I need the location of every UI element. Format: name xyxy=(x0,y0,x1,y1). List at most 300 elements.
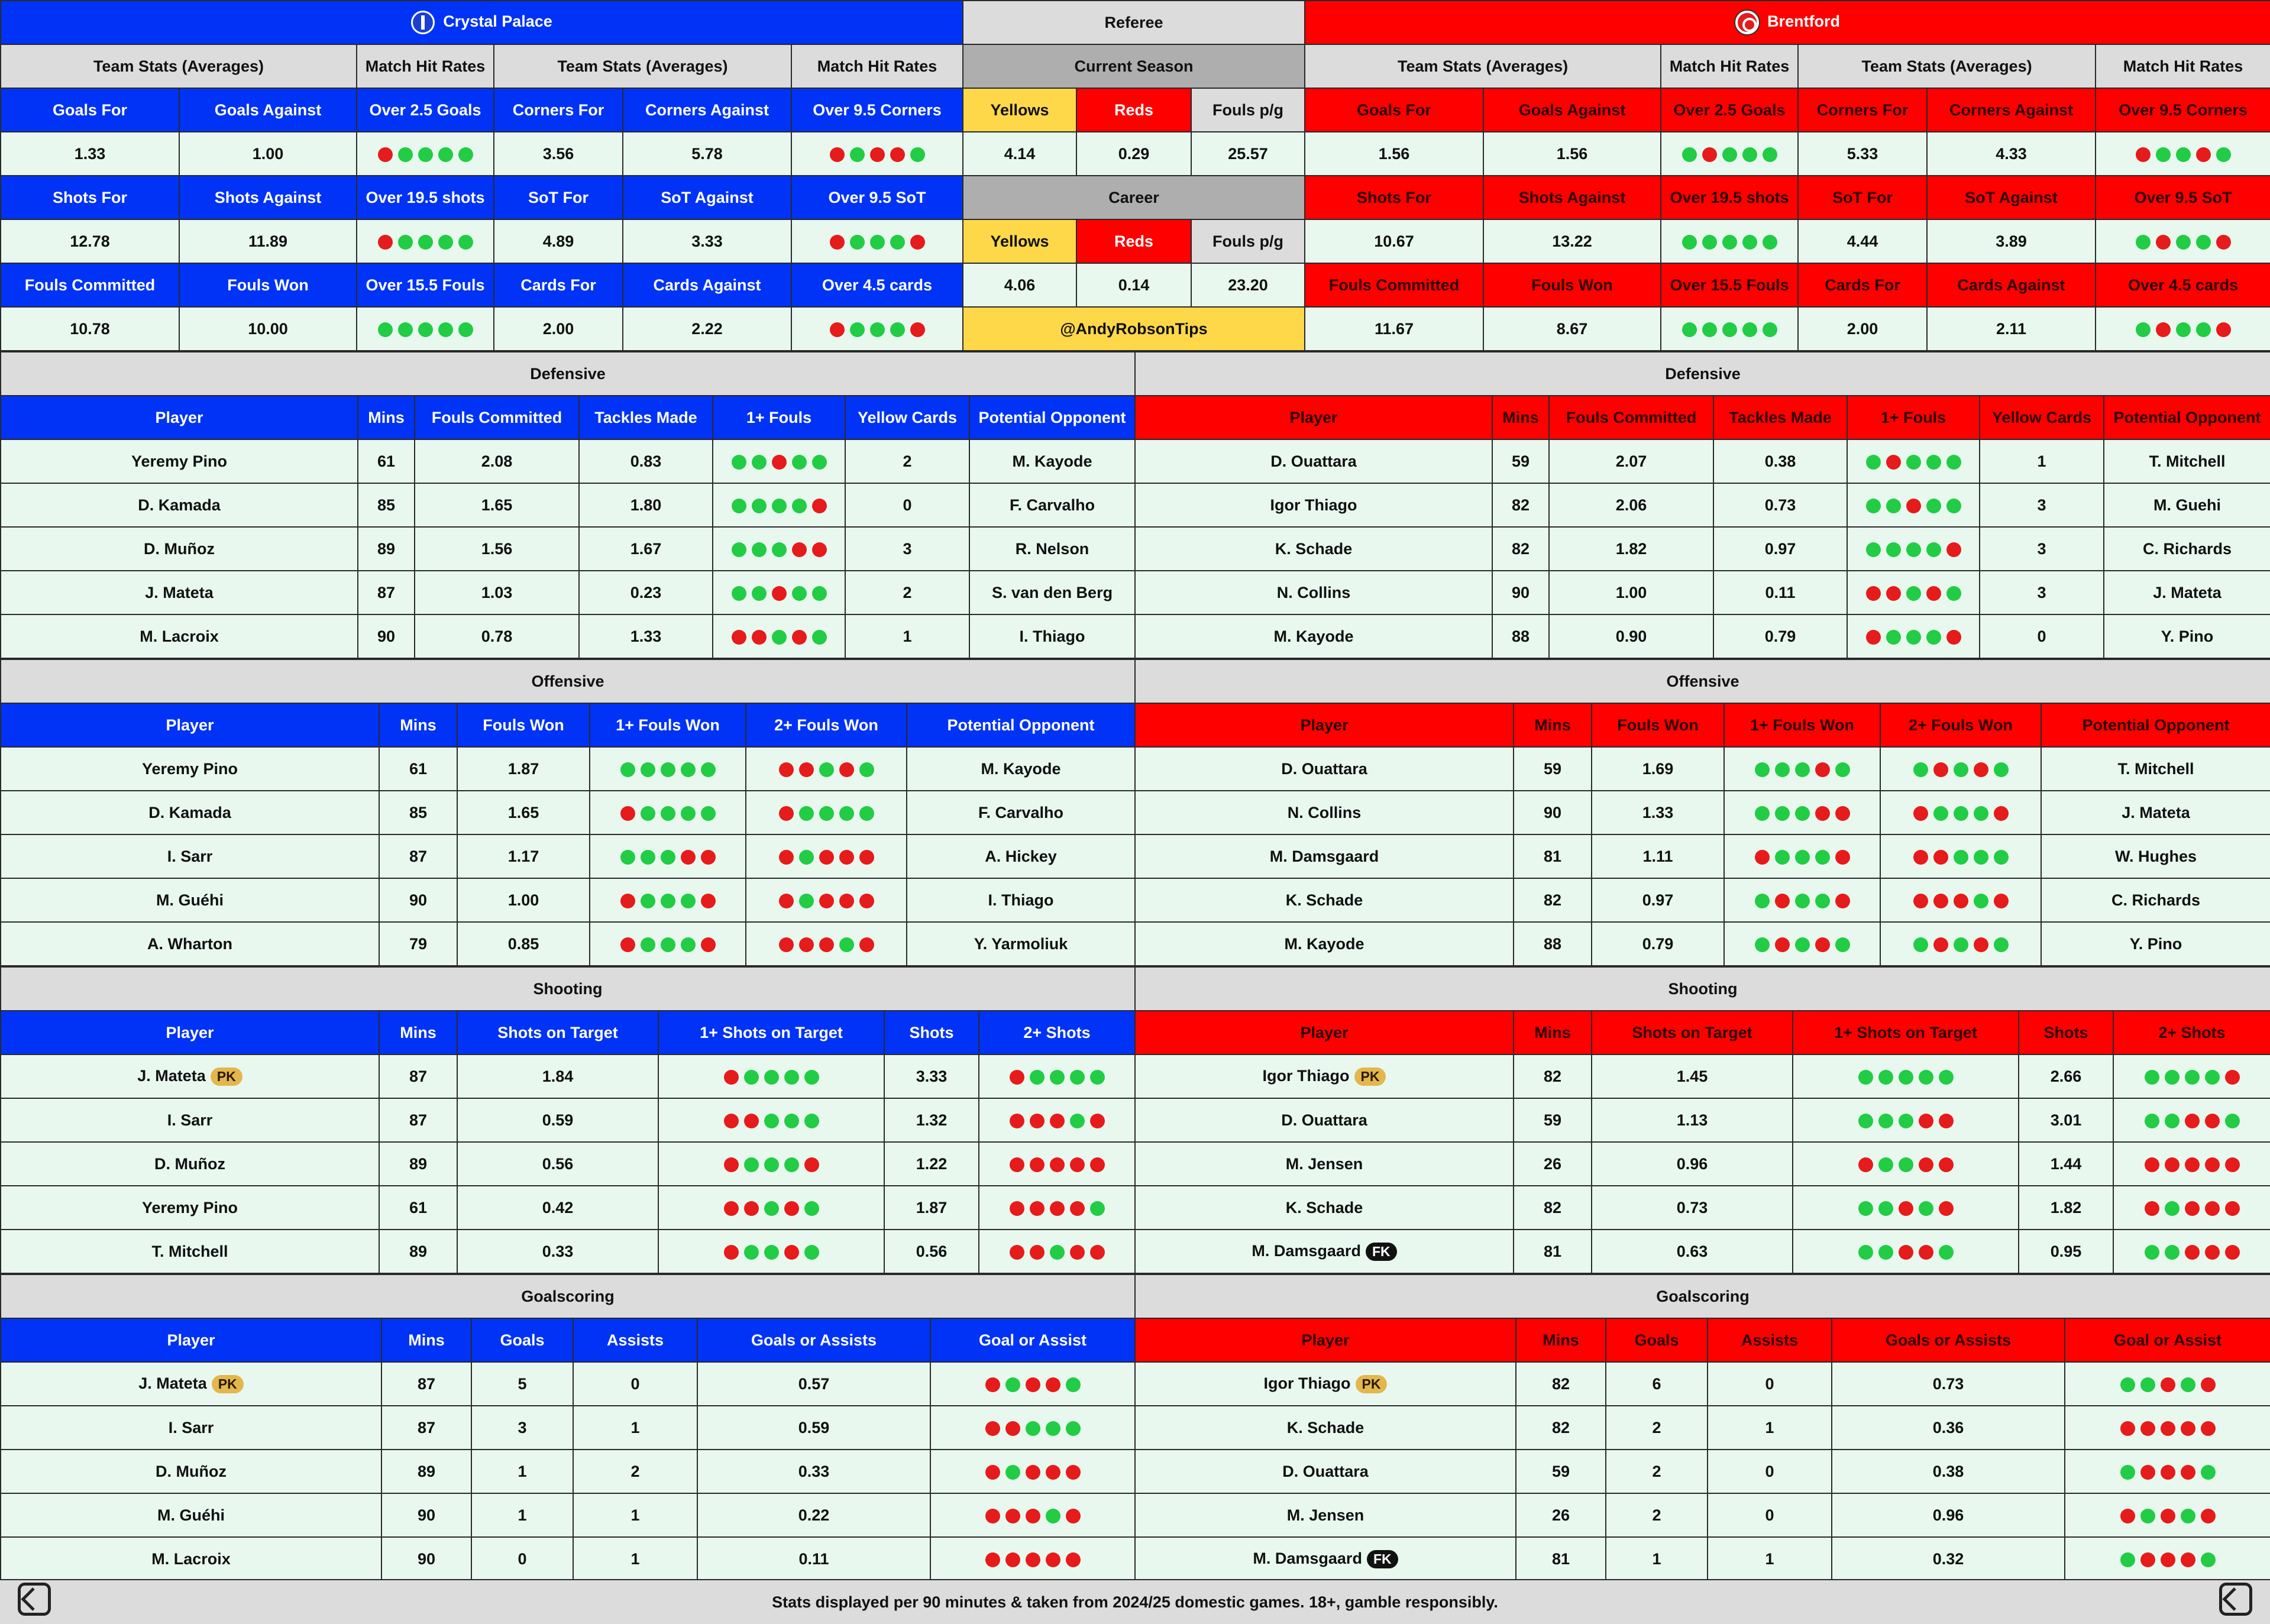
hit-dot xyxy=(812,455,827,470)
column-header: Fouls Committed xyxy=(1549,396,1713,439)
stat-value: 2 xyxy=(1606,1406,1708,1450)
hit-dot xyxy=(1954,937,1968,952)
miss-dot xyxy=(1899,1201,1913,1216)
hit-dot xyxy=(1763,235,1777,250)
stat-value: C. Richards xyxy=(2104,527,2270,571)
hit-dot xyxy=(1994,937,2009,952)
hit-dot xyxy=(1858,1114,1873,1128)
home-stat-value: 10.78 xyxy=(1,307,179,351)
stat-value: 0.36 xyxy=(1832,1406,2065,1450)
stat-value: 82 xyxy=(1516,1362,1606,1406)
stat-value xyxy=(2113,1230,2270,1273)
miss-dot xyxy=(2205,1201,2220,1216)
stat-label: Goals Against xyxy=(1483,88,1661,132)
miss-dot xyxy=(1933,762,1948,777)
miss-dot xyxy=(839,894,854,908)
hit-dot xyxy=(641,762,655,777)
miss-dot xyxy=(2205,1114,2220,1128)
hit-dot xyxy=(812,630,827,645)
hit-rate-dots xyxy=(1913,850,2009,865)
hit-dot xyxy=(1755,937,1770,952)
hit-rate-dots xyxy=(1858,1245,1954,1260)
stat-value: 6 xyxy=(1606,1362,1708,1406)
miss-dot xyxy=(701,850,716,865)
hit-dot xyxy=(839,806,854,821)
stat-value: 1 xyxy=(1708,1537,1832,1581)
player-name-cell xyxy=(1135,1098,1514,1142)
stat-label: Over 15.5 Fouls xyxy=(357,263,494,307)
hit-dot xyxy=(458,147,473,162)
miss-dot xyxy=(859,937,874,952)
stat-value: 2 xyxy=(1606,1450,1708,1493)
miss-dot xyxy=(2156,322,2171,337)
player-name-cell xyxy=(1,1537,381,1581)
miss-dot xyxy=(620,937,635,952)
miss-dot xyxy=(985,1377,1000,1392)
stat-value: 88 xyxy=(1492,614,1549,658)
stat-value xyxy=(658,1142,884,1186)
stat-label: Shots For xyxy=(1,176,179,219)
hit-dot xyxy=(2120,1377,2135,1392)
player-name: D. Kamada xyxy=(138,496,221,514)
player-name-cell xyxy=(1,878,379,922)
hit-dot xyxy=(2165,1070,2180,1085)
player-name-cell xyxy=(1,1450,381,1493)
career-label: Career xyxy=(963,176,1305,219)
miss-dot xyxy=(2181,1421,2195,1436)
stat-value: 59 xyxy=(1516,1450,1606,1493)
hit-rate-dots xyxy=(985,1552,1081,1567)
hit-dot xyxy=(764,1245,779,1260)
hit-rate-dots xyxy=(1866,499,1961,513)
stat-value: 82 xyxy=(1514,1054,1592,1098)
home-stat-value xyxy=(791,219,963,263)
away-stat-value: 2.11 xyxy=(1927,307,2096,351)
stat-value xyxy=(590,878,746,922)
column-header: Fouls Won xyxy=(457,703,590,747)
table-row xyxy=(1135,1142,2270,1186)
hit-dot xyxy=(1954,806,1968,821)
hit-dot xyxy=(732,586,746,601)
column-header: Player xyxy=(1135,1318,1516,1362)
hit-rate-dots xyxy=(2145,1201,2240,1216)
stat-value: 1.69 xyxy=(1592,747,1724,791)
hit-dot xyxy=(1815,850,1830,865)
hit-dot xyxy=(772,542,787,557)
miss-dot xyxy=(1066,1509,1081,1523)
home-offensive-table xyxy=(0,659,1136,966)
hit-dot xyxy=(1899,1114,1913,1128)
stat-value: 2.06 xyxy=(1549,483,1713,527)
hit-dot xyxy=(2205,1070,2220,1085)
hit-rate-dots xyxy=(1866,455,1961,470)
miss-dot xyxy=(2201,1509,2216,1523)
column-header: Mins xyxy=(379,703,457,747)
miss-dot xyxy=(724,1201,739,1216)
column-header: Mins xyxy=(358,396,415,439)
stat-value xyxy=(713,527,845,571)
hit-dot xyxy=(1919,1070,1933,1085)
hit-dot xyxy=(744,1070,759,1085)
player-name: M. Damsgaard xyxy=(1253,1549,1362,1567)
player-name: D. Ouattara xyxy=(1270,452,1357,470)
player-name-cell xyxy=(1135,1054,1514,1098)
stat-value xyxy=(1880,791,2041,834)
miss-dot xyxy=(1974,762,1988,777)
miss-dot xyxy=(2145,1201,2159,1216)
stat-value: 0.73 xyxy=(1832,1362,2065,1406)
hit-dot xyxy=(641,894,655,908)
miss-dot xyxy=(1070,1201,1085,1216)
stat-value: 0.83 xyxy=(579,439,713,483)
stat-label: Over 2.5 Goals xyxy=(1661,88,1798,132)
hit-dot xyxy=(620,850,635,865)
stat-value xyxy=(1724,922,1880,966)
away-stat-value xyxy=(1661,307,1798,351)
stat-value xyxy=(658,1230,884,1273)
stat-label: Corners For xyxy=(494,88,623,132)
column-header: 2+ Fouls Won xyxy=(1880,703,2041,747)
table-row xyxy=(1,483,1135,527)
player-name-cell xyxy=(1135,1537,1516,1581)
column-header: Mins xyxy=(1492,396,1549,439)
stat-value: 87 xyxy=(358,571,415,614)
hit-dot xyxy=(1886,542,1901,557)
hit-rate-dots xyxy=(1866,542,1961,557)
stat-value xyxy=(2113,1054,2270,1098)
miss-dot xyxy=(799,762,814,777)
away-stat-value: 4.33 xyxy=(1927,132,2096,176)
home-defensive-table xyxy=(0,351,1136,659)
stat-value: 89 xyxy=(379,1142,457,1186)
stat-value: I. Thiago xyxy=(969,614,1135,658)
table-row xyxy=(1135,1186,2270,1230)
away-shooting-table xyxy=(1134,966,2270,1274)
stat-value: 61 xyxy=(358,439,415,483)
player-name-cell xyxy=(1135,1142,1514,1186)
home-stat-value: 11.89 xyxy=(179,219,357,263)
hit-dot xyxy=(1742,322,1757,337)
miss-dot xyxy=(724,1114,739,1128)
hit-dot xyxy=(890,235,905,250)
hit-dot xyxy=(681,806,696,821)
stat-value: 2 xyxy=(1606,1493,1708,1537)
stat-label: Fouls Won xyxy=(179,263,357,307)
miss-dot xyxy=(1066,1552,1081,1567)
miss-dot xyxy=(1815,806,1830,821)
column-header: Player xyxy=(1135,703,1514,747)
table-row xyxy=(1135,1362,2270,1406)
miss-dot xyxy=(792,542,807,557)
hit-rate-dots xyxy=(1682,235,1777,250)
miss-dot xyxy=(779,762,794,777)
stat-value xyxy=(1793,1098,2019,1142)
stat-value: 3.33 xyxy=(884,1054,979,1098)
hit-rate-dots xyxy=(2136,147,2231,162)
stat-value xyxy=(1724,878,1880,922)
hit-rate-dots xyxy=(779,762,874,777)
stat-value: 90 xyxy=(1492,571,1549,614)
player-name-cell xyxy=(1135,527,1492,571)
miss-dot xyxy=(1919,1245,1933,1260)
column-header: 1+ Shots on Target xyxy=(1793,1011,2019,1054)
miss-dot xyxy=(1886,455,1901,470)
ref-current-value: 4.14 xyxy=(963,132,1076,176)
miss-dot xyxy=(732,630,746,645)
hit-dot xyxy=(1878,1245,1893,1260)
home-team-name: Crystal Palace xyxy=(443,12,552,31)
player-name-cell xyxy=(1135,878,1514,922)
stat-value: 0.73 xyxy=(1592,1186,1793,1230)
player-name: D. Muñoz xyxy=(154,1154,225,1173)
stat-value: 0 xyxy=(1708,1362,1832,1406)
stat-value: 0.33 xyxy=(457,1230,658,1273)
stat-value: 0.63 xyxy=(1592,1230,1793,1273)
miss-dot xyxy=(859,850,874,865)
stat-value: 61 xyxy=(379,747,457,791)
away-stat-value: 2.00 xyxy=(1798,307,1927,351)
hit-dot xyxy=(1954,762,1968,777)
hit-rate-dots xyxy=(830,147,925,162)
player-name-cell xyxy=(1,1186,379,1230)
player-name-cell xyxy=(1,1054,379,1098)
stat-value: 90 xyxy=(381,1493,471,1537)
column-header: Goals or Assists xyxy=(1832,1318,2065,1362)
hit-dot xyxy=(812,586,827,601)
home-stat-value: 10.00 xyxy=(179,307,357,351)
stat-value: 90 xyxy=(381,1537,471,1581)
column-header: Mins xyxy=(1514,703,1592,747)
hit-dot xyxy=(641,937,655,952)
player-name-cell xyxy=(1135,1230,1514,1273)
miss-dot xyxy=(2145,1157,2159,1172)
miss-dot xyxy=(985,1552,1000,1567)
stat-value: 3.01 xyxy=(2019,1098,2113,1142)
hit-dot xyxy=(1913,937,1928,952)
column-header: Goal or Assist xyxy=(930,1318,1135,1362)
hit-dot xyxy=(1795,850,1810,865)
hit-dot xyxy=(732,455,746,470)
stat-value: 1.82 xyxy=(2019,1186,2113,1230)
table-row xyxy=(1135,1493,2270,1537)
away-stat-value: 10.67 xyxy=(1305,219,1483,263)
miss-dot xyxy=(2185,1114,2200,1128)
stat-value xyxy=(1847,439,1980,483)
hit-dot xyxy=(2181,1509,2195,1523)
hit-dot xyxy=(1755,806,1770,821)
hit-rate-dots xyxy=(985,1421,1081,1436)
hit-rate-dots xyxy=(620,937,716,952)
miss-dot xyxy=(2201,1377,2216,1392)
miss-dot xyxy=(1939,1201,1954,1216)
hit-rate-dots xyxy=(2120,1509,2216,1523)
miss-dot xyxy=(1026,1465,1040,1480)
stat-value: 1 xyxy=(573,1537,697,1581)
stat-value: J. Mateta xyxy=(2041,791,2270,834)
pk-taker-badge: PK xyxy=(1354,1067,1386,1086)
player-name: Yeremy Pino xyxy=(141,1198,238,1217)
hit-dot xyxy=(398,322,413,337)
miss-dot xyxy=(752,630,767,645)
stat-value: 0.22 xyxy=(697,1493,930,1537)
miss-dot xyxy=(1866,630,1881,645)
hit-dot xyxy=(661,850,675,865)
hit-dot xyxy=(2176,322,2191,337)
hit-dot xyxy=(850,235,865,250)
hit-dot xyxy=(641,850,655,865)
miss-dot xyxy=(890,147,905,162)
match-hit-rates-label: Match Hit Rates xyxy=(357,44,494,88)
stat-value xyxy=(658,1098,884,1142)
miss-dot xyxy=(2225,1070,2240,1085)
stat-value: 0.57 xyxy=(697,1362,930,1406)
player-name: Igor Thiago xyxy=(1270,496,1357,514)
miss-dot xyxy=(1046,1552,1060,1567)
column-header: 1+ Fouls Won xyxy=(1724,703,1880,747)
home-stat-value: 4.89 xyxy=(494,219,623,263)
stat-value: 82 xyxy=(1514,878,1592,922)
hit-rate-dots xyxy=(1858,1157,1954,1172)
hit-dot xyxy=(2120,1465,2135,1480)
hit-dot xyxy=(1954,850,1968,865)
hit-dot xyxy=(732,542,746,557)
stat-value: 0 xyxy=(1980,614,2104,658)
hit-dot xyxy=(1926,499,1941,513)
ref-current-value: 25.57 xyxy=(1191,132,1305,176)
stat-label: Goals Against xyxy=(179,88,357,132)
hit-dot xyxy=(792,586,807,601)
miss-dot xyxy=(701,894,716,908)
player-name-cell xyxy=(1135,439,1492,483)
hit-dot xyxy=(1906,455,1921,470)
hit-rate-dots xyxy=(620,894,716,908)
table-row xyxy=(1,527,1135,571)
player-name-cell xyxy=(1,791,379,834)
miss-dot xyxy=(2225,1201,2240,1216)
hit-dot xyxy=(744,1157,759,1172)
miss-dot xyxy=(2196,147,2211,162)
miss-dot xyxy=(2161,1421,2175,1436)
hit-dot xyxy=(1926,455,1941,470)
home-stat-value: 3.56 xyxy=(494,132,623,176)
player-name: D. Ouattara xyxy=(1281,1111,1367,1129)
miss-dot xyxy=(779,894,794,908)
miss-dot xyxy=(1775,894,1790,908)
miss-dot xyxy=(2161,1377,2175,1392)
miss-dot xyxy=(839,762,854,777)
miss-dot xyxy=(1010,1201,1024,1216)
stat-value xyxy=(658,1054,884,1098)
miss-dot xyxy=(1026,1377,1040,1392)
stat-value: 1 xyxy=(1606,1537,1708,1581)
stat-value: Y. Pino xyxy=(2041,922,2270,966)
player-name: M. Damsgaard xyxy=(1252,1241,1361,1260)
column-header: Potential Opponent xyxy=(907,703,1135,747)
table-row xyxy=(1135,527,2270,571)
hit-dot xyxy=(2145,1245,2159,1260)
hit-dot xyxy=(661,937,675,952)
hit-rate-dots xyxy=(2120,1552,2216,1567)
player-name-cell xyxy=(1135,747,1514,791)
stat-value: 1.11 xyxy=(1592,834,1724,878)
table-row xyxy=(1135,439,2270,483)
miss-dot xyxy=(1010,1114,1024,1128)
hit-dot xyxy=(681,762,696,777)
hit-dot xyxy=(2185,1070,2200,1085)
column-header: 1+ Fouls Won xyxy=(590,703,746,747)
stat-value xyxy=(1793,1186,2019,1230)
hit-dot xyxy=(910,147,925,162)
stat-value: 0.85 xyxy=(457,922,590,966)
miss-dot xyxy=(1954,894,1968,908)
away-stat-value xyxy=(2096,307,2270,351)
player-name-cell xyxy=(1135,922,1514,966)
stat-label: SoT For xyxy=(494,176,623,219)
team-stats-label: Team Stats (Averages) xyxy=(1798,44,2096,88)
hit-dot xyxy=(1682,147,1697,162)
hit-dot xyxy=(2181,1377,2195,1392)
hit-dot xyxy=(1946,586,1961,601)
player-name: M. Lacroix xyxy=(151,1549,231,1568)
hit-dot xyxy=(438,235,453,250)
table-row xyxy=(1,1098,1135,1142)
column-header: 1+ Fouls xyxy=(1847,396,1980,439)
stat-value: 0.32 xyxy=(1832,1537,2065,1581)
match-hit-rates-label: Match Hit Rates xyxy=(1661,44,1798,88)
player-name: T. Mitchell xyxy=(151,1242,228,1260)
miss-dot xyxy=(1030,1114,1045,1128)
table-row xyxy=(1,439,1135,483)
hit-dot xyxy=(1899,1157,1913,1172)
stat-value: 0.96 xyxy=(1832,1493,2065,1537)
hit-dot xyxy=(1795,806,1810,821)
away-stat-value: 1.56 xyxy=(1305,132,1483,176)
miss-dot xyxy=(812,499,827,513)
away-stat-value xyxy=(2096,132,2270,176)
stat-value xyxy=(1793,1230,2019,1273)
stat-value: 3 xyxy=(1980,571,2104,614)
stat-value: 0.78 xyxy=(415,614,579,658)
hit-rate-dots xyxy=(1913,894,2009,908)
hit-dot xyxy=(2140,1377,2155,1392)
column-header: Player xyxy=(1,1318,381,1362)
hit-rate-dots xyxy=(779,937,874,952)
stat-value xyxy=(1793,1054,2019,1098)
hit-dot xyxy=(2156,147,2171,162)
stat-value: 0.38 xyxy=(1713,439,1847,483)
miss-dot xyxy=(2161,1552,2175,1567)
column-header: 2+ Shots xyxy=(979,1011,1135,1054)
hit-dot xyxy=(784,1070,799,1085)
hit-dot xyxy=(784,1114,799,1128)
stat-value: 3 xyxy=(471,1406,573,1450)
away-stat-value: 4.44 xyxy=(1798,219,1927,263)
stat-value xyxy=(2113,1098,2270,1142)
column-header: Mins xyxy=(381,1318,471,1362)
table-row xyxy=(1135,1537,2270,1581)
current-season-label: Current Season xyxy=(963,44,1305,88)
miss-dot xyxy=(1835,806,1850,821)
stat-value: 0.96 xyxy=(1592,1142,1793,1186)
stat-value: 59 xyxy=(1492,439,1549,483)
team-stats-label: Team Stats (Averages) xyxy=(494,44,791,88)
hit-rate-dots xyxy=(724,1201,819,1216)
hit-dot xyxy=(1939,1245,1954,1260)
stat-value xyxy=(979,1230,1135,1273)
away-stat-value: 1.56 xyxy=(1483,132,1661,176)
hit-rate-dots xyxy=(1010,1114,1105,1128)
hit-dot xyxy=(681,937,696,952)
